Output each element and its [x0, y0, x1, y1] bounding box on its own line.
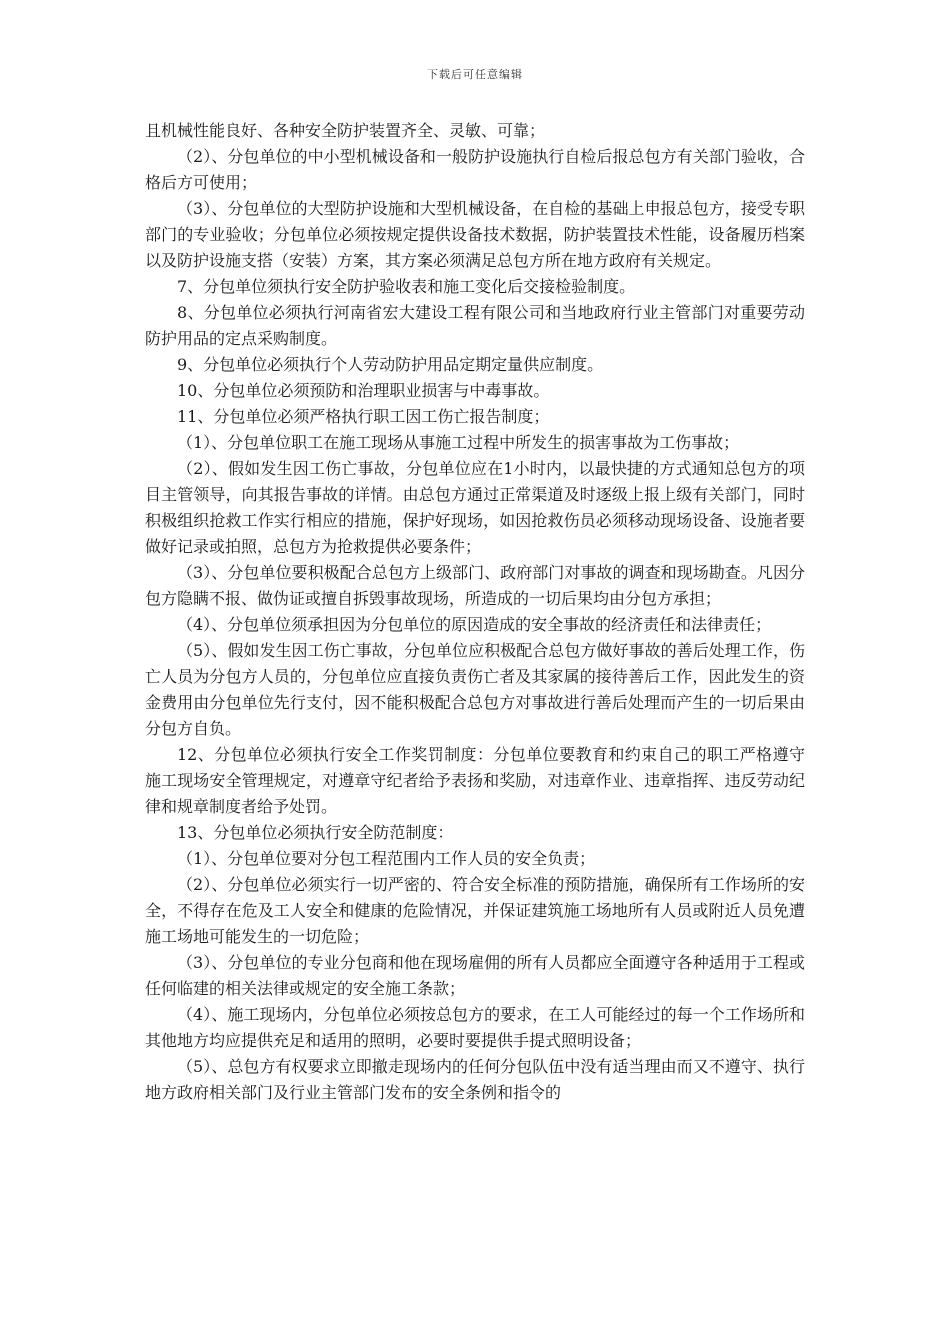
paragraph: 且机械性能良好、各种安全防护装置齐全、灵敏、可靠； [145, 121, 546, 140]
paragraph: （2）、分包单位的中小型机械设备和一般防护设施执行自检后报总包方有关部门验收，合格后方可使用； [145, 147, 805, 192]
paragraph: （4）、分包单位须承担因为分包单位的原因造成的安全事故的经济责任和法律责任； [177, 615, 772, 634]
document-body [145, 118, 805, 1106]
paragraph: 12、分包单位必须执行安全工作奖罚制度：分包单位要教育和约束自己的职工严格遵守施工现场安全管理规定，对遵章守纪者给予表扬和奖励，对违章作业、违章指挥、违反劳动纪律和规章制度者给予处罚。 [145, 745, 805, 816]
paragraph: 9、分包单位必须执行个人劳动防护用品定期定量供应制度。 [177, 355, 604, 374]
paragraph: （5）、假如发生因工伤亡事故，分包单位应积极配合总包方做好事故的善后处理工作，伤亡人员为分包方人员的，分包单位应直接负责伤亡者及其家属的接待善后工作，因此发生的资金费用由分包单位先行支付，因不能积极配合总包方对事故进行善后处理而产生的一切后果由分包方自负。 [145, 641, 805, 738]
page-header: 下载后可任意编辑 [427, 68, 523, 81]
paragraph: （2）、分包单位必须实行一切严密的、符合安全标准的预防措施，确保所有工作场所的安全，不得存在危及工人安全和健康的危险情况，并保证建筑施工场地所有人员或附近人员免遭施工场地可能发生的一切危险； [145, 875, 805, 946]
paragraph: （3）、分包单位的大型防护设施和大型机械设备，在自检的基础上申报总包方，接受专职部门的专业验收；分包单位必须按规定提供设备技术数据，防护装置技术性能，设备履历档案以及防护设施支搭（安装）方案，其方案必须满足总包方所在地方政府有关规定。 [145, 199, 805, 270]
paragraph: 7、分包单位须执行安全防护验收表和施工变化后交接检验制度。 [177, 277, 636, 296]
paragraph: （5）、总包方有权要求立即撤走现场内的任何分包队伍中没有适当理由而又不遵守、执行地方政府相关部门及行业主管部门发布的安全条例和指令的 [145, 1057, 805, 1102]
paragraph: 8、分包单位必须执行河南省宏大建设工程有限公司和当地政府行业主管部门对重要劳动防护用品的定点采购制度。 [145, 303, 805, 348]
paragraph: （2）、假如发生因工伤亡事故，分包单位应在1小时内，以最快捷的方式通知总包方的项目主管领导，向其报告事故的详情。由总包方通过正常渠道及时逐级上报上级有关部门，同时积极组织抢救工作实行相应的措施，保护好现场，如因抢救伤员必须移动现场设备、设施者要做好记录或拍照，总包方为抢救提供必要条件； [145, 459, 805, 556]
paragraph: 10、分包单位必须预防和治理职业损害与中毒事故。 [177, 381, 550, 400]
paragraph: 13、分包单位必须执行安全防范制度： [177, 823, 454, 842]
paragraph: （3）、分包单位的专业分包商和他在现场雇佣的所有人员都应全面遵守各种适用于工程或任何临建的相关法律或规定的安全施工条款； [145, 953, 805, 998]
paragraph: （1）、分包单位职工在施工现场从事施工过程中所发生的损害事故为工伤事故； [177, 433, 740, 452]
paragraph: 11、分包单位必须严格执行职工因工伤亡报告制度； [177, 407, 550, 426]
paragraph: （1）、分包单位要对分包工程范围内工作人员的安全负责； [177, 849, 596, 868]
paragraph: （3）、分包单位要积极配合总包方上级部门、政府部门对事故的调查和现场勘查。凡因分包方隐瞒不报、做伪证或擅自拆毁事故现场，所造成的一切后果均由分包方承担； [145, 563, 805, 608]
paragraph: （4）、施工现场内，分包单位必须按总包方的要求，在工人可能经过的每一个工作场所和其他地方均应提供充足和适用的照明，必要时要提供手提式照明设备； [145, 1005, 805, 1050]
